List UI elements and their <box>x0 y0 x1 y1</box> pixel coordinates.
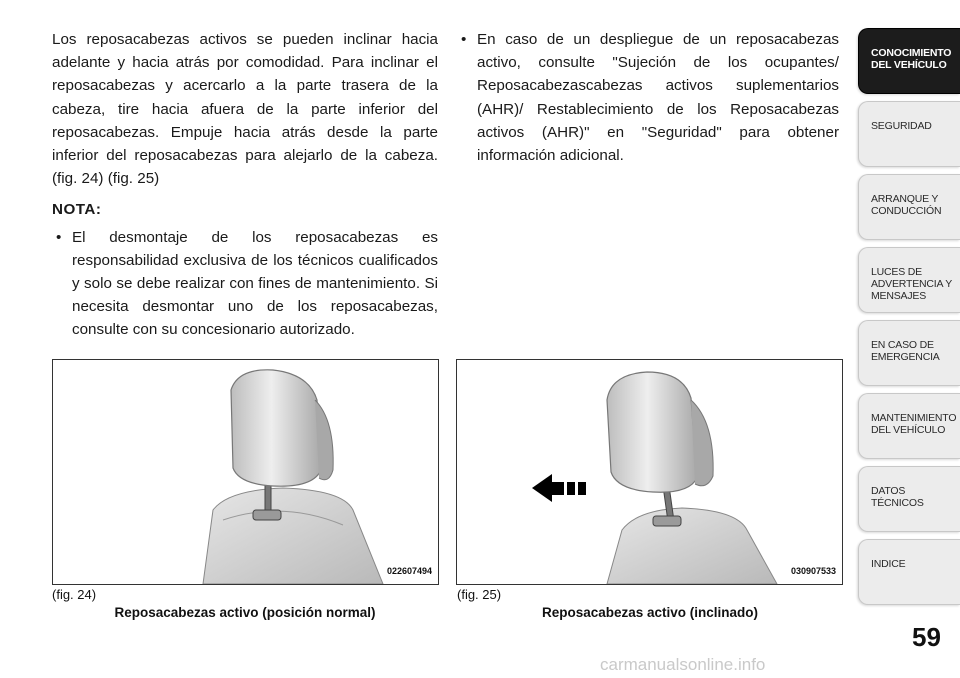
arrow-left-icon <box>532 474 586 502</box>
tab-label: CONOCIMIENTO DEL VEHÍCULO <box>871 47 952 71</box>
tab-conocimiento-del-vehiculo[interactable] <box>858 28 960 94</box>
bullet-dot: • <box>461 31 467 48</box>
bullet-item <box>457 28 839 167</box>
right-text-column <box>457 28 839 175</box>
figure-24-caption: Reposacabezas activo (posición normal) <box>114 605 376 620</box>
watermark-text: carmanualsonline.info <box>600 655 766 674</box>
chapter-tabs <box>858 28 960 612</box>
bullet-item <box>52 226 438 342</box>
tab-indice[interactable] <box>858 539 960 605</box>
headrest-normal-illustration <box>53 360 438 584</box>
figure-25-caption: Reposacabezas activo (inclinado) <box>541 605 759 620</box>
figure-code: 030907533 <box>790 566 836 576</box>
intro-paragraph: Los reposacabezas activos se pueden inclinar hacia adelante y hacia atrás por comodidad. Para inclinar el reposacabezas y acercarlo a la parte trasera de la cabeza, tire hacia afuera de la parte inferior del reposacabezas. Empuje hacia atrás desde la parte inferior del reposacabezas para alejarlo de la cabeza. (fig. 24) (fig. 25) <box>52 31 438 188</box>
tab-label: ARRANQUE Y CONDUCCIÓN <box>871 193 942 217</box>
tab-label: EN CASO DE EMERGENCIA <box>871 339 940 363</box>
left-text-column <box>52 28 438 350</box>
tab-label: LUCES DE ADVERTENCIA Y MENSAJES <box>871 266 953 302</box>
page-number: 59 <box>912 622 941 652</box>
figure-24-ref: (fig. 24) <box>52 587 97 602</box>
tab-luces-de-advertencia[interactable] <box>858 247 960 313</box>
tab-en-caso-de-emergencia[interactable] <box>858 320 960 386</box>
figure-25-ref: (fig. 25) <box>457 587 502 602</box>
tab-label: DATOS TÉCNICOS <box>871 485 924 509</box>
tab-label: MANTENIMIENTO DEL VEHÍCULO <box>871 412 957 436</box>
bullet-text: En caso de un despliegue de un reposacabezas activo, consulte "Sujeción de los ocupantes/ Reposacabezascabezas activos suplementarios (AHR)/ Restablecimiento de los Reposacabezas activos (AHR)" en "Seguridad" para obtener información adicional. <box>477 31 839 165</box>
bullet-dot: • <box>56 228 62 246</box>
tab-arranque-y-conduccion[interactable] <box>858 174 960 240</box>
tab-seguridad[interactable] <box>858 101 960 167</box>
headrest-tilted-illustration <box>457 360 842 584</box>
nota-label: NOTA: <box>52 201 102 219</box>
figure-code: 022607494 <box>386 566 432 576</box>
figure-25-image <box>456 359 843 585</box>
tab-label: SEGURIDAD <box>871 120 932 132</box>
tab-label: INDICE <box>871 558 906 570</box>
tab-datos-tecnicos[interactable] <box>858 466 960 532</box>
tab-mantenimiento-del-vehiculo[interactable] <box>858 393 960 459</box>
figure-24-image <box>52 359 439 585</box>
bullet-text: El desmontaje de los reposacabezas es responsabilidad exclusiva de los técnicos cualificados y solo se debe realizar con fines de mantenimiento. Si necesita desmontar uno de los reposacabezas, consulte con su concesionario autorizado. <box>72 228 438 339</box>
